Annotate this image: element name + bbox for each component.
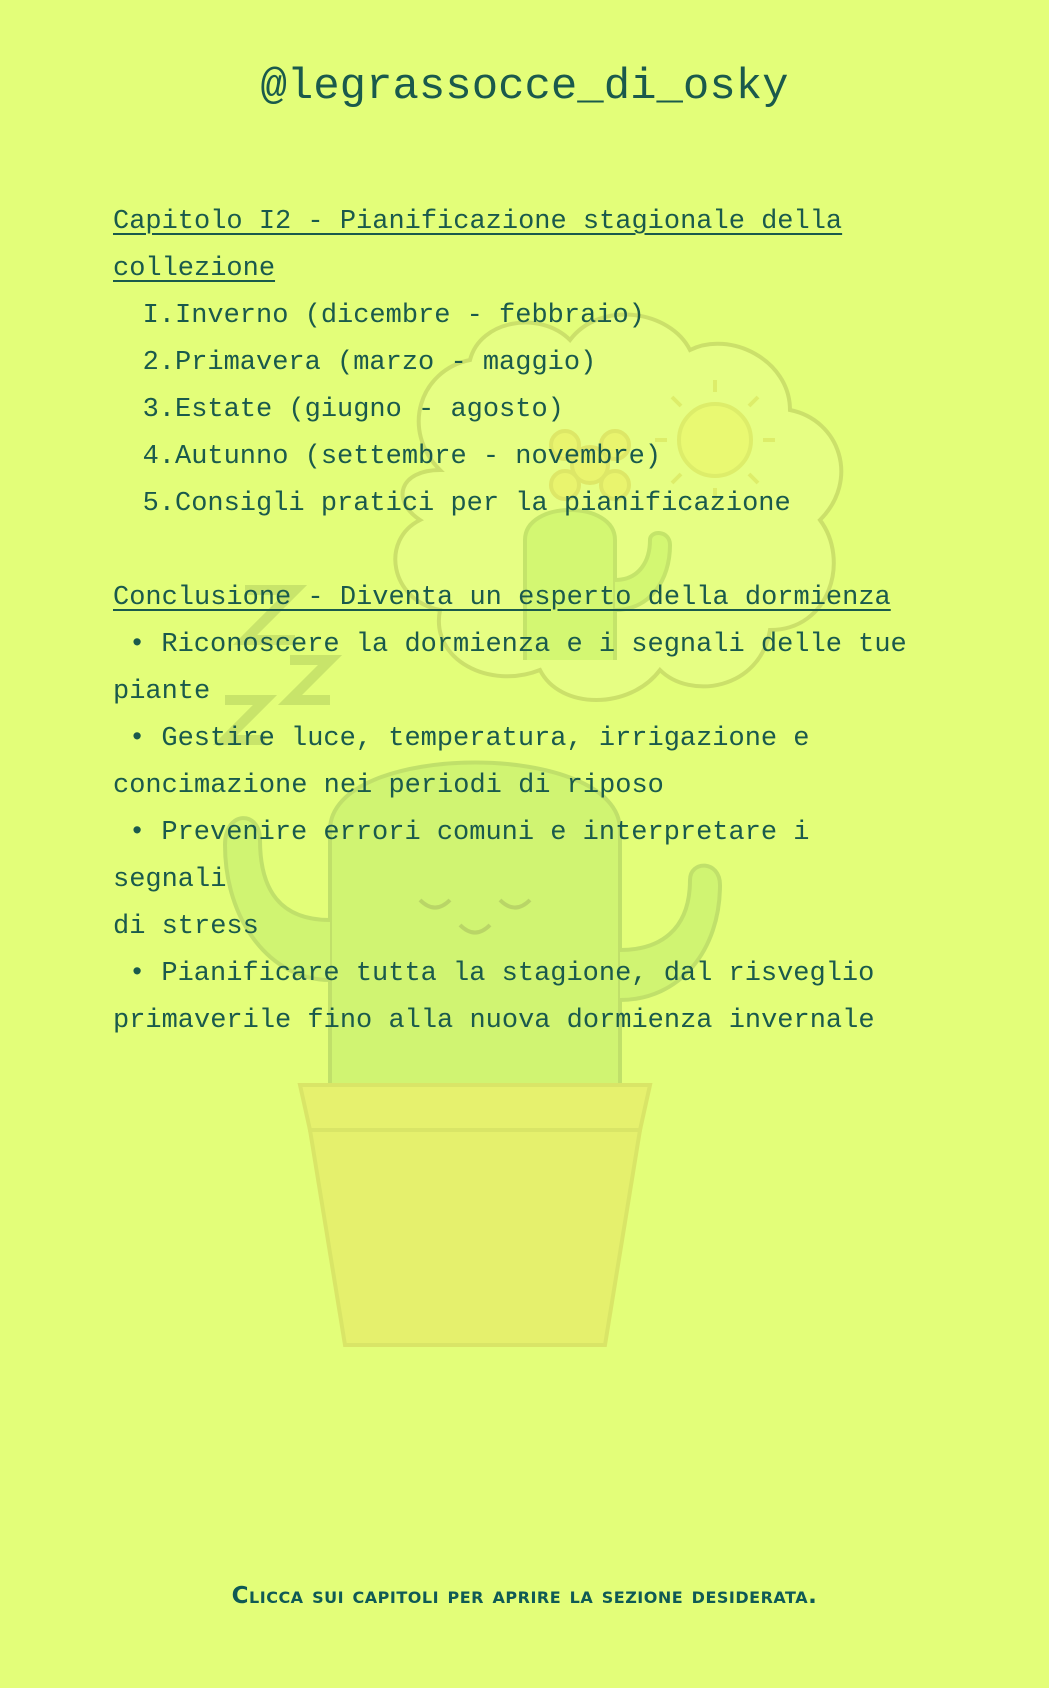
bullet-item — [113, 622, 933, 716]
chapter-12-title[interactable] — [113, 199, 933, 293]
chapter-title-line2[interactable]: collezione — [113, 254, 276, 284]
bullet-item — [113, 716, 933, 810]
list-item-text: Estate (giugno - agosto) — [175, 395, 564, 425]
bullet-item — [113, 951, 933, 1045]
bullet-line2: concimazione nei periodi di riposo — [113, 771, 664, 801]
bullet-line1: Riconoscere la dormienza e i segnali delle tue — [161, 630, 907, 660]
bullet-icon: • — [129, 818, 146, 848]
conclusion-title[interactable]: Conclusione - Diventa un esperto della dormienza — [113, 583, 891, 613]
list-item-text: Primavera (marzo - maggio) — [175, 348, 597, 378]
bullet-item — [113, 810, 933, 951]
bullet-icon: • — [129, 630, 146, 660]
footer-instruction: Clicca sui capitoli per aprire la sezione desiderata. — [231, 1583, 818, 1609]
bullet-icon: • — [129, 959, 146, 989]
bullet-line2: piante — [113, 677, 211, 707]
bullet-line2: di stress — [113, 912, 259, 942]
list-item-number: 4. — [142, 442, 175, 472]
index-content — [113, 199, 933, 1045]
bullet-line2: primaverile fino alla nuova dormienza invernale — [113, 1006, 875, 1036]
bullet-line1: Gestire luce, temperatura, irrigazione e — [161, 724, 810, 754]
list-item-text: Inverno (dicembre - febbraio) — [175, 301, 645, 331]
instagram-handle: @legrassocce_di_osky — [260, 62, 789, 112]
list-item-number: 2. — [142, 348, 175, 378]
section-spacer — [113, 528, 933, 575]
list-item-text: Autunno (settembre - novembre) — [175, 442, 662, 472]
chapter-subsections-list — [113, 293, 933, 528]
list-item[interactable] — [113, 340, 933, 387]
conclusion-bullets — [113, 622, 933, 1045]
list-item[interactable] — [113, 434, 933, 481]
chapter-title-line1[interactable]: Capitolo I2 - Pianificazione stagionale della — [113, 207, 843, 237]
list-item[interactable] — [113, 293, 933, 340]
list-item-number: 3. — [142, 395, 175, 425]
bullet-line1: Pianificare tutta la stagione, dal risveglio — [161, 959, 875, 989]
bullet-icon: • — [129, 724, 146, 754]
list-item[interactable] — [113, 481, 933, 528]
list-item-text: Consigli pratici per la pianificazione — [175, 489, 791, 519]
list-item-number: I. — [142, 301, 175, 331]
list-item-number: 5. — [142, 489, 175, 519]
bullet-line1: Prevenire errori comuni e interpretare i segnali — [113, 818, 810, 895]
list-item[interactable] — [113, 387, 933, 434]
